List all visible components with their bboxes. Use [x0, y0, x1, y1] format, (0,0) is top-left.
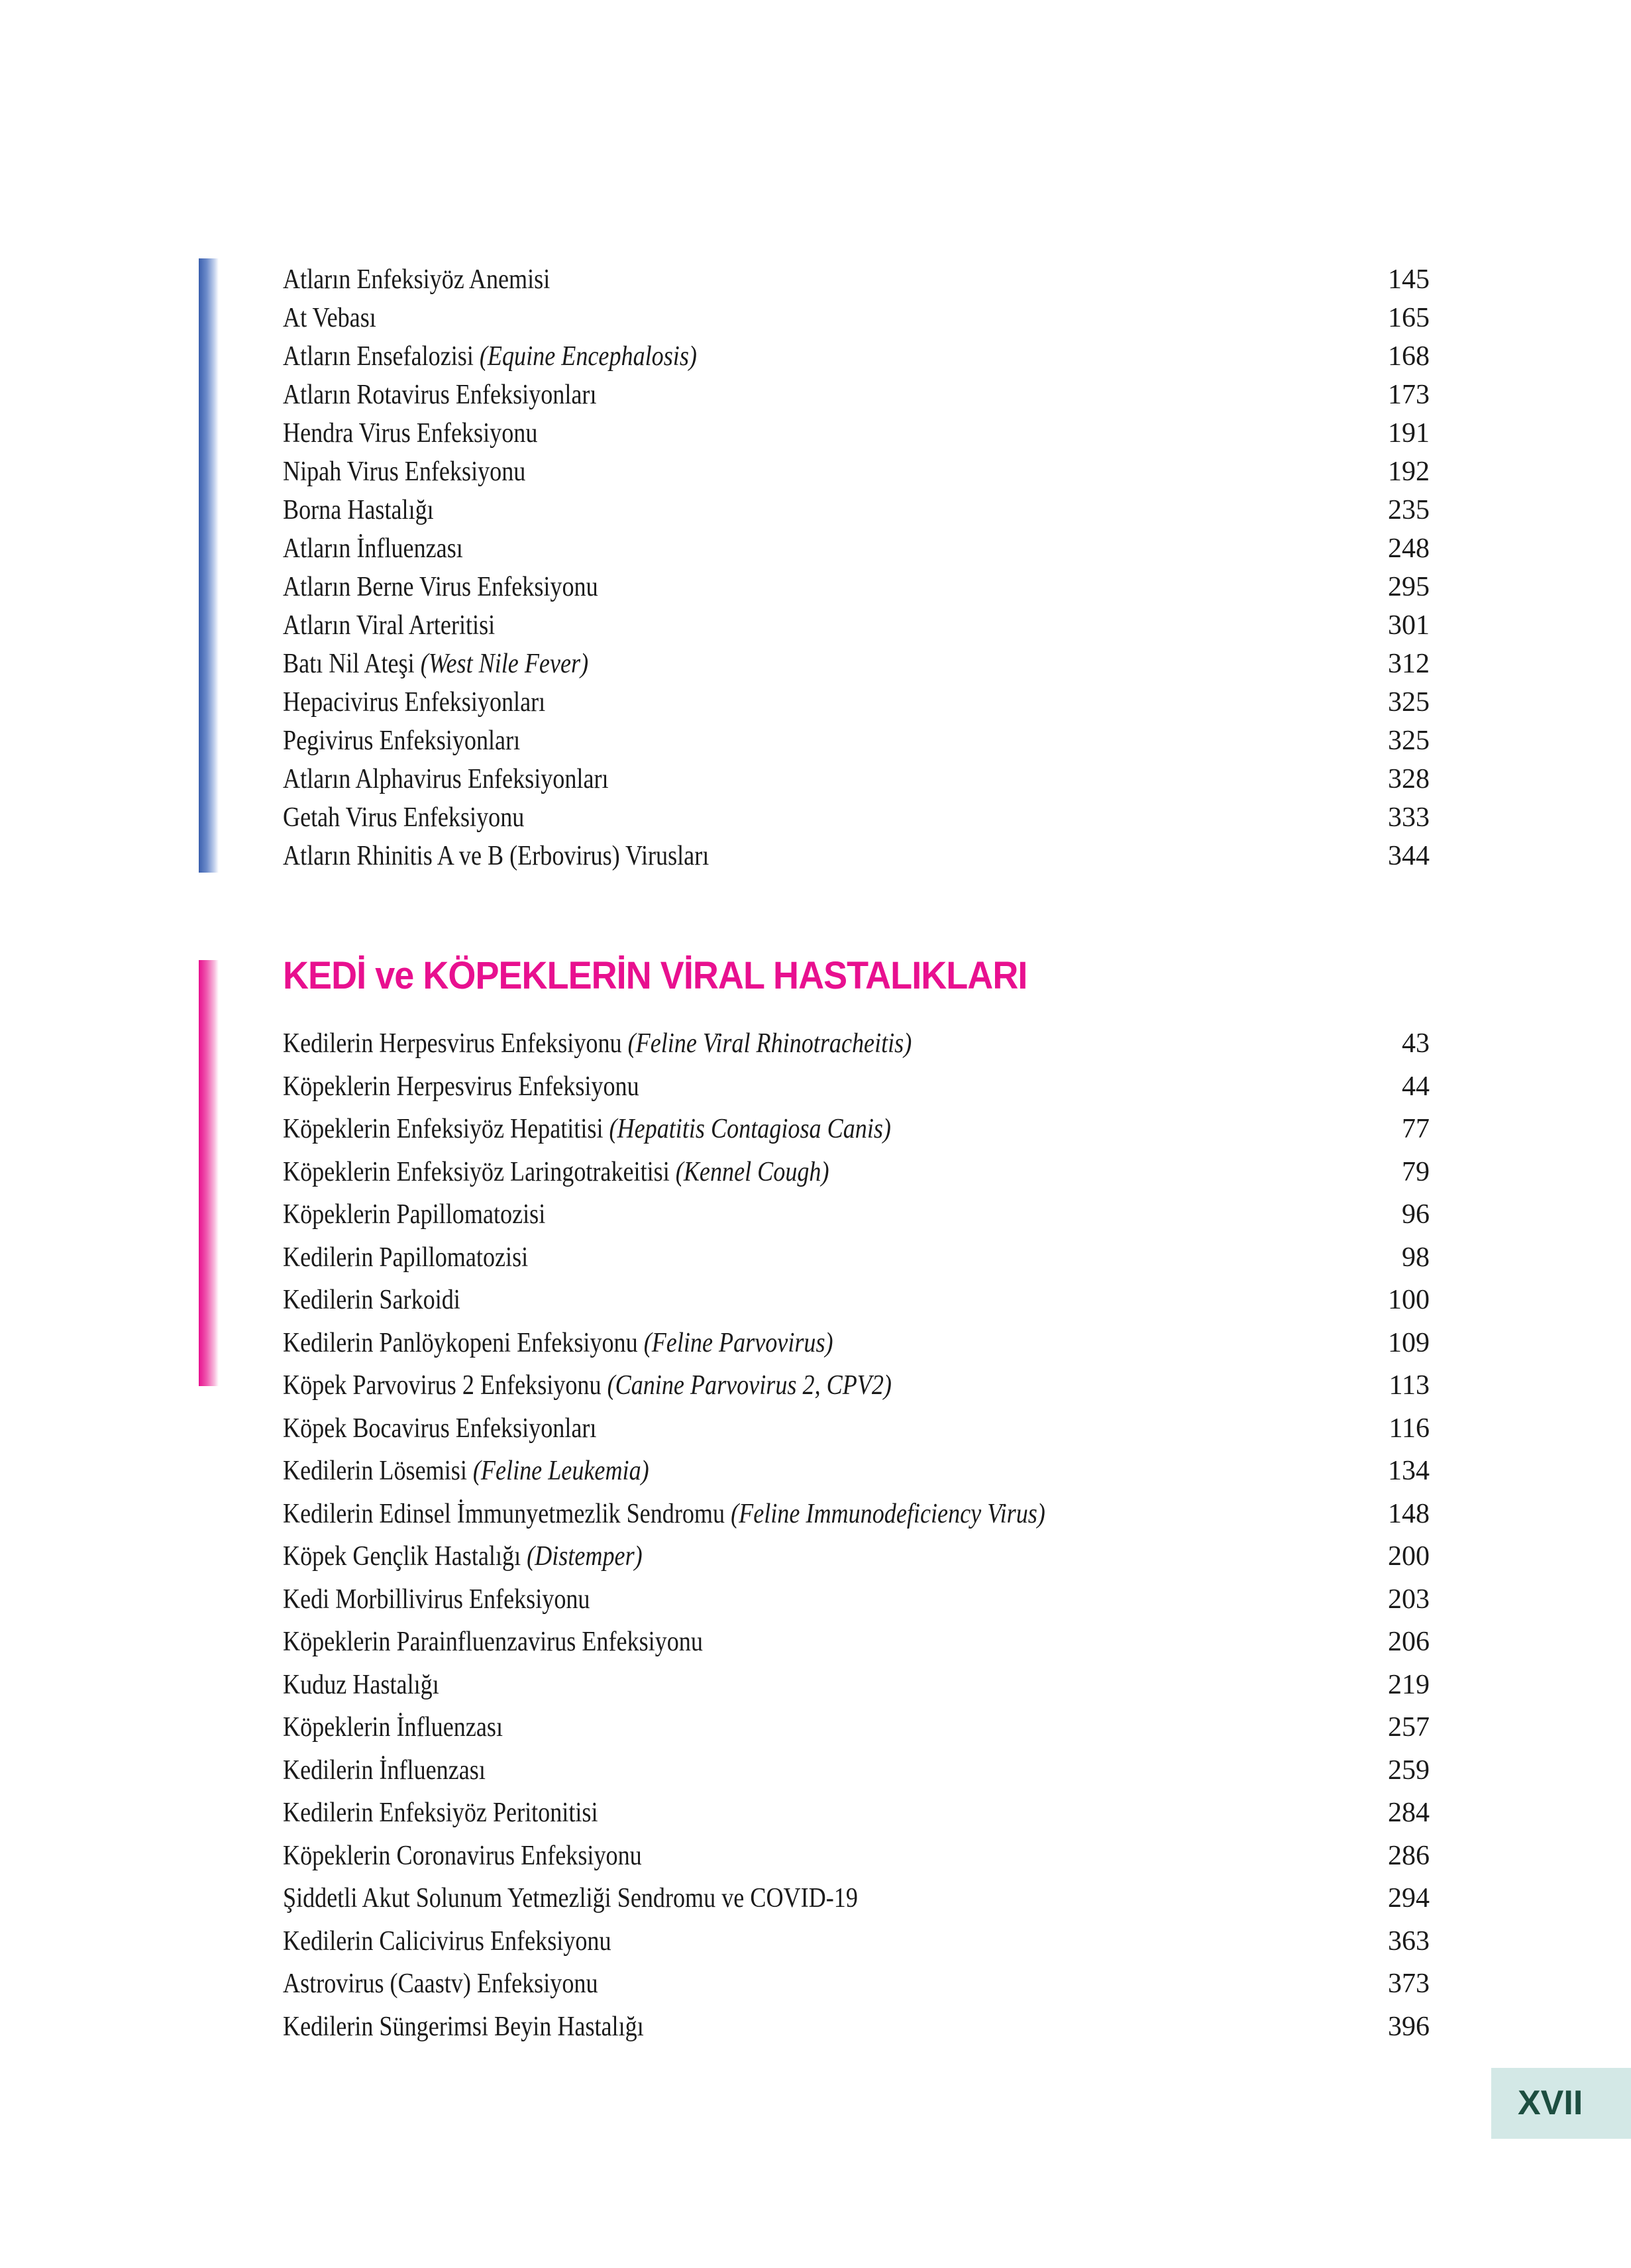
toc-entry-title — [283, 2006, 644, 2049]
toc-entry-title — [283, 722, 520, 760]
toc-entry[interactable] — [283, 414, 1430, 453]
page-number: XVII — [1518, 2084, 1583, 2122]
toc-entry-title-text: Kedilerin Lösemisi — [283, 1456, 473, 1486]
toc-entry-page-number: 168 — [1388, 341, 1430, 372]
toc-entry-title-text: Atların İnfluenzası — [283, 533, 463, 564]
toc-entry[interactable] — [283, 722, 1430, 760]
toc-entry-title-text: Köpek Gençlik Hastalığı — [283, 1541, 527, 1572]
toc-entry-title-text: Atların Viral Arteritisi — [283, 610, 496, 641]
toc-entry[interactable] — [283, 1364, 1430, 1407]
toc-entry-title-text: Nipah Virus Enfeksiyonu — [283, 457, 526, 487]
toc-entry-page-number: 294 — [1388, 1883, 1430, 1914]
toc-entry[interactable] — [283, 2006, 1430, 2049]
toc-entry[interactable] — [283, 299, 1430, 337]
toc-entry-latin-name: (Feline Immunodeficiency Virus) — [731, 1498, 1045, 1529]
toc-entry-title — [283, 1193, 545, 1236]
toc-entry-page-number: 79 — [1402, 1156, 1430, 1187]
toc-entry-title-text: Kedilerin Edinsel İmmunyetmezlik Sendromu — [283, 1498, 731, 1529]
toc-entry-title-text: Atların Alphavirus Enfeksiyonları — [283, 764, 609, 794]
toc-entry-title — [283, 1835, 642, 1878]
toc-entry-page-number: 165 — [1388, 303, 1430, 333]
toc-entry-title — [283, 683, 545, 722]
toc-entry-page-number: 98 — [1402, 1242, 1430, 1273]
toc-entry-page-number: 286 — [1388, 1840, 1430, 1871]
toc-entry-page-number: 203 — [1388, 1584, 1430, 1615]
toc-entry-title — [283, 1364, 892, 1407]
toc-entry-title-text: Atların Berne Virus Enfeksiyonu — [283, 572, 598, 602]
toc-entry-title-text: Atların Rotavirus Enfeksiyonları — [283, 380, 597, 410]
toc-entry[interactable] — [283, 606, 1430, 645]
toc-entry[interactable] — [283, 1877, 1430, 1920]
toc-entry-latin-name: (Distemper) — [527, 1541, 643, 1572]
toc-entry-title — [283, 1279, 460, 1322]
toc-entry[interactable] — [283, 1835, 1430, 1878]
toc-entry-title-text: Köpek Bocavirus Enfeksiyonları — [283, 1413, 597, 1444]
toc-entry[interactable] — [283, 491, 1430, 529]
toc-entry-page-number: 325 — [1388, 726, 1430, 756]
toc-entry[interactable] — [283, 260, 1430, 299]
toc-entry[interactable] — [283, 1920, 1430, 1963]
toc-entry-latin-name: (Feline Viral Rhinotracheitis) — [627, 1028, 912, 1059]
toc-entry[interactable] — [283, 837, 1430, 875]
toc-entry-title-text: Hendra Virus Enfeksiyonu — [283, 418, 538, 449]
toc-entry[interactable] — [283, 1151, 1430, 1194]
toc-entry-title-text: Kedilerin Sarkoidi — [283, 1285, 460, 1315]
toc-entry-title — [283, 1108, 891, 1151]
toc-entry-title-text: Kedilerin Calicivirus Enfeksiyonu — [283, 1925, 611, 1957]
toc-entry-title-text: Köpeklerin Herpesvirus Enfeksiyonu — [283, 1071, 639, 1102]
toc-entry-title — [283, 414, 537, 453]
toc-entry-title — [283, 1963, 598, 2006]
toc-entry-page-number: 373 — [1388, 1969, 1430, 1999]
toc-entry[interactable] — [283, 337, 1430, 376]
toc-entry-title-text: Hepacivirus Enfeksiyonları — [283, 687, 546, 718]
toc-entry-title — [283, 1749, 486, 1792]
toc-entry-title-text: At Vebası — [283, 303, 376, 333]
toc-entry-latin-name: (Kennel Cough) — [675, 1156, 829, 1187]
toc-entry[interactable] — [283, 1322, 1430, 1365]
toc-entry[interactable] — [283, 1792, 1430, 1835]
toc-entry-page-number: 96 — [1402, 1199, 1430, 1230]
toc-entry-title — [283, 837, 709, 875]
toc-entry-title-text: Köpeklerin Enfeksiyöz Hepatitisi — [283, 1114, 609, 1144]
toc-entry[interactable] — [283, 1193, 1430, 1236]
toc-entry-title-text: Şiddetli Akut Solunum Yetmezliği Sendromu ve COVID-19 — [283, 1883, 858, 1914]
toc-entry-title — [283, 529, 463, 568]
toc-entry[interactable] — [283, 1022, 1430, 1065]
toc-entry-page-number: 295 — [1388, 572, 1430, 602]
toc-section-equine — [283, 260, 1430, 875]
toc-entry-title-text: Kedilerin Papillomatozisi — [283, 1242, 529, 1273]
toc-entry-page-number: 116 — [1389, 1413, 1430, 1444]
toc-entry[interactable] — [283, 645, 1430, 683]
toc-entry[interactable] — [283, 1578, 1430, 1621]
toc-entry-title-text: Köpeklerin Papillomatozisi — [283, 1199, 546, 1230]
page-number-box — [1491, 2068, 1631, 2139]
toc-entry-title-text: Borna Hastalığı — [283, 495, 434, 525]
toc-entry-title — [283, 376, 596, 414]
toc-entry[interactable] — [283, 760, 1430, 798]
toc-entry-latin-name: (Feline Leukemia) — [472, 1456, 649, 1486]
toc-entry[interactable] — [283, 798, 1430, 837]
toc-entry-title — [283, 1920, 611, 1963]
toc-entry-page-number: 219 — [1388, 1669, 1430, 1700]
toc-entry-page-number: 100 — [1388, 1285, 1430, 1315]
toc-entry-title — [283, 491, 434, 529]
toc-entry[interactable] — [283, 1535, 1430, 1578]
toc-entry-title — [283, 1792, 598, 1835]
toc-entry-title — [283, 760, 609, 798]
toc-entry-page-number: 301 — [1388, 610, 1430, 641]
section-heading: KEDİ ve KÖPEKLERİN VİRAL HASTALIKLARI — [283, 954, 1027, 997]
toc-entry[interactable] — [283, 1450, 1430, 1493]
toc-entry-title — [283, 798, 524, 837]
toc-entry-latin-name: (West Nile Fever) — [420, 649, 589, 679]
toc-entry-title-text: Kedilerin Süngerimsi Beyin Hastalığı — [283, 2011, 644, 2042]
toc-entry-title — [283, 1706, 503, 1749]
toc-entry[interactable] — [283, 1664, 1430, 1707]
toc-entry-title — [283, 453, 525, 491]
toc-entry-title-text: Kuduz Hastalığı — [283, 1669, 439, 1700]
toc-entry-page-number: 284 — [1388, 1798, 1430, 1828]
toc-entry[interactable] — [283, 683, 1430, 722]
toc-entry[interactable] — [283, 1621, 1430, 1664]
toc-entry-title — [283, 645, 588, 683]
toc-entry-title-text: Kedilerin Panlöykopeni Enfeksiyonu — [283, 1327, 644, 1358]
toc-entry[interactable] — [283, 376, 1430, 414]
toc-entry-page-number: 113 — [1389, 1370, 1430, 1401]
section-accent-bar-blue — [199, 258, 219, 873]
toc-entry-page-number: 312 — [1388, 649, 1430, 679]
toc-entry-title — [283, 1535, 643, 1578]
toc-section-cats-dogs — [283, 1022, 1430, 2048]
toc-entry-title-text: Köpeklerin Enfeksiyöz Laringotrakeitisi — [283, 1156, 676, 1187]
toc-entry-page-number: 134 — [1388, 1456, 1430, 1486]
toc-entry-title-text: Kedi Morbillivirus Enfeksiyonu — [283, 1584, 590, 1615]
toc-entry-page-number: 363 — [1388, 1925, 1430, 1957]
toc-entry-page-number: 325 — [1388, 687, 1430, 718]
toc-entry-title-text: Kedilerin Enfeksiyöz Peritonitisi — [283, 1798, 598, 1828]
toc-entry[interactable] — [283, 1279, 1430, 1322]
toc-entry-title — [283, 1493, 1045, 1536]
toc-entry-page-number: 77 — [1402, 1114, 1430, 1144]
toc-entry-title-text: Getah Virus Enfeksiyonu — [283, 802, 525, 833]
toc-entry-title — [283, 1877, 858, 1920]
toc-entry-page-number: 145 — [1388, 264, 1430, 295]
toc-entry-title-text: Kedilerin İnfluenzası — [283, 1755, 486, 1786]
toc-entry-page-number: 43 — [1402, 1028, 1430, 1059]
toc-entry-latin-name: (Canine Parvovirus 2, CPV2) — [607, 1370, 892, 1401]
toc-entry-title — [283, 1151, 829, 1194]
toc-entry[interactable] — [283, 1706, 1430, 1749]
toc-entry-page-number: 333 — [1388, 802, 1430, 833]
toc-entry-title — [283, 1236, 528, 1279]
toc-entry-latin-name: (Feline Parvovirus) — [643, 1327, 833, 1358]
toc-entry-title — [283, 1065, 639, 1108]
toc-entry-page-number: 257 — [1388, 1712, 1430, 1743]
toc-entry-title-text: Köpeklerin Coronavirus Enfeksiyonu — [283, 1840, 642, 1871]
toc-entry[interactable] — [283, 453, 1430, 491]
toc-entry-page-number: 148 — [1388, 1498, 1430, 1529]
toc-entry-page-number: 191 — [1388, 418, 1430, 449]
toc-entry-title-text: Atların Ensefalozisi — [283, 341, 480, 372]
toc-entry-page-number: 206 — [1388, 1627, 1430, 1657]
toc-entry-title — [283, 337, 697, 376]
toc-entry-latin-name: (Equine Encephalosis) — [479, 341, 697, 372]
toc-entry[interactable] — [283, 568, 1430, 606]
toc-entry-title-text: Pegivirus Enfeksiyonları — [283, 726, 521, 756]
toc-entry-title-text: Atların Enfeksiyöz Anemisi — [283, 264, 551, 295]
toc-entry-page-number: 44 — [1402, 1071, 1430, 1102]
toc-entry[interactable] — [283, 1236, 1430, 1279]
toc-entry[interactable] — [283, 1065, 1430, 1108]
toc-entry-title — [283, 568, 598, 606]
toc-entry-page-number: 192 — [1388, 457, 1430, 487]
toc-entry-title — [283, 1664, 439, 1707]
toc-entry[interactable] — [283, 1963, 1430, 2006]
toc-entry-title-text: Kedilerin Herpesvirus Enfeksiyonu — [283, 1028, 628, 1059]
toc-entry[interactable] — [283, 1493, 1430, 1536]
toc-entry-page-number: 109 — [1388, 1327, 1430, 1358]
toc-entry-title — [283, 606, 495, 645]
toc-entry[interactable] — [283, 1749, 1430, 1792]
toc-entry[interactable] — [283, 1407, 1430, 1450]
section-accent-bar-pink — [199, 960, 219, 1386]
toc-entry[interactable] — [283, 529, 1430, 568]
toc-entry-title-text: Köpek Parvovirus 2 Enfeksiyonu — [283, 1370, 607, 1401]
toc-entry-title-text: Köpeklerin İnfluenzası — [283, 1712, 503, 1743]
toc-entry-page-number: 328 — [1388, 764, 1430, 794]
toc-entry-title — [283, 1621, 703, 1664]
toc-entry-page-number: 396 — [1388, 2011, 1430, 2042]
toc-entry-page-number: 173 — [1388, 380, 1430, 410]
toc-entry-page-number: 200 — [1388, 1541, 1430, 1572]
toc-entry-title-text: Astrovirus (Caastv) Enfeksiyonu — [283, 1969, 598, 1999]
toc-entry-latin-name: (Hepatitis Contagiosa Canis) — [609, 1114, 891, 1144]
toc-entry[interactable] — [283, 1108, 1430, 1151]
toc-entry-title — [283, 1322, 833, 1365]
toc-entry-title-text: Köpeklerin Parainfluenzavirus Enfeksiyonu — [283, 1627, 703, 1657]
toc-entry-title — [283, 1578, 590, 1621]
toc-entry-title — [283, 260, 550, 299]
toc-entry-page-number: 248 — [1388, 533, 1430, 564]
toc-entry-page-number: 259 — [1388, 1755, 1430, 1786]
toc-entry-title-text: Atların Rhinitis A ve B (Erbovirus) Virusları — [283, 841, 710, 871]
toc-entry-page-number: 235 — [1388, 495, 1430, 525]
toc-entry-title — [283, 299, 376, 337]
toc-entry-page-number: 344 — [1388, 841, 1430, 871]
toc-entry-title — [283, 1022, 912, 1065]
toc-entry-title — [283, 1407, 596, 1450]
toc-entry-title-text: Batı Nil Ateşi — [283, 649, 421, 679]
toc-entry-title — [283, 1450, 649, 1493]
